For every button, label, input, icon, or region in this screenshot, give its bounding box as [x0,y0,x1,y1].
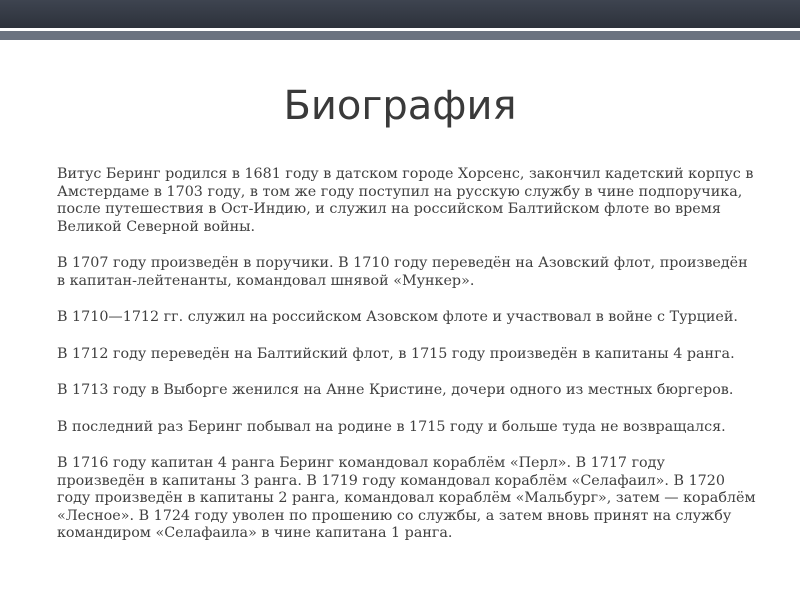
paragraph-7: В 1716 году капитан 4 ранга Беринг командовал кораблём «Перл». В 1717 году произведён в капитаны 3 ранга. В 1719 году командовал кораблём «Селафаил». В 1720 году произведён в капитаны 2 ранга, командовал кораблём «Мальбург», затем — кораблём «Лесное». В 1724 году уволен по прошению со службы, а затем вновь принят на службу командиром «Селафаила» в чине капитана 1 ранга. [57,455,756,541]
paragraph-4: В 1712 году переведён на Балтийский флот, в 1715 году произведён в капитаны 4 ранга. [57,345,735,362]
paragraph-3: В 1710—1712 гг. служил на российском Азовском флоте и участвовал в войне с Турцией. [57,309,738,325]
paragraph-5: В 1713 году в Выборге женился на Анне Кристине, дочери одного из местных бюргеров. [57,382,734,398]
paragraph-6: В последний раз Беринг побывал на родине в 1715 году и больше туда не возвращался. [57,418,726,435]
paragraph-1: Витус Беринг родился в 1681 году в датском городе Хорсенс, закончил кадетский корпус в Амстердаме в 1703 году, в том же году поступил на русскую службу в чине подпоручика, после путешествия в Ост-Индию, и служил на российском Балтийском флоте во время Великой Северной войны. [57,166,754,235]
header-stripe [0,31,800,40]
paragraph-2: В 1707 году произведён в поручики. В 1710 году переведён на Азовский флот, произведён в капитан-лейтенанты, командовал шнявой «Мункер». [57,255,748,289]
slide-title: Биография [283,83,517,129]
slide-body [57,166,757,562]
header-bar [0,0,800,28]
